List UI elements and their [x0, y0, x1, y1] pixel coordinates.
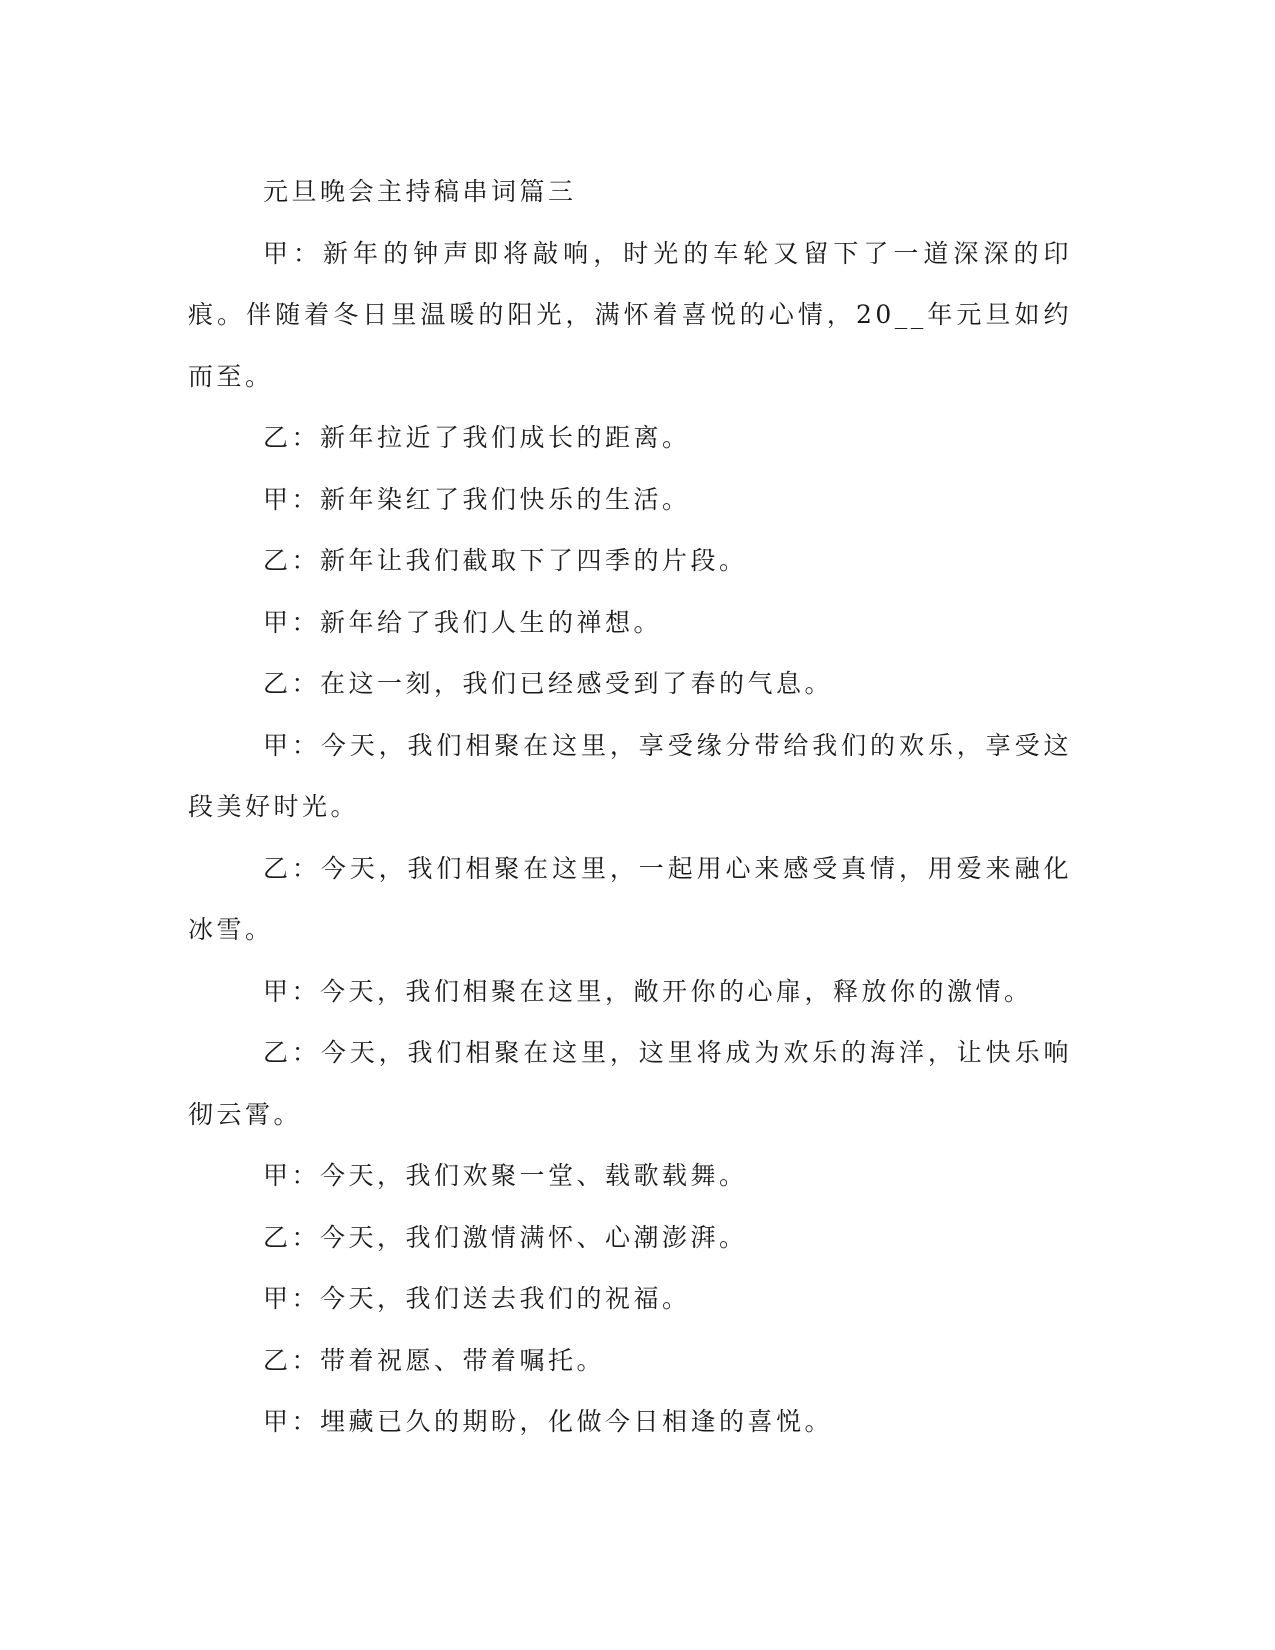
script-line: 甲：新年给了我们人生的禅想。	[263, 607, 663, 637]
script-line: 甲：今天，我们送去我们的祝福。	[263, 1284, 691, 1313]
script-line: 乙：今天，我们相聚在这里，一起用心来感受真情，用爱来融化冰雪。	[188, 853, 1072, 944]
document-title: 元旦晚会主持稿串词篇三	[263, 177, 577, 206]
script-line: 甲：新年的钟声即将敲响，时光的车轮又留下了一道深深的印痕。伴随着冬日里温暖的阳光，满怀着喜悦的心情，20__年元旦如约而至。	[188, 238, 1072, 391]
script-line: 甲：新年染红了我们快乐的生活。	[263, 484, 691, 514]
script-line: 乙：今天，我们激情满怀、心潮澎湃。	[263, 1222, 748, 1252]
script-line: 乙：今天，我们相聚在这里，这里将成为欢乐的海洋，让快乐响彻云霄。	[188, 1038, 1072, 1129]
document-body	[188, 161, 1072, 1453]
script-line: 乙：新年拉近了我们成长的距离。	[263, 423, 691, 452]
script-line: 乙：在这一刻，我们已经感受到了春的气息。	[263, 669, 834, 698]
script-line: 甲：埋藏已久的期盼，化做今日相逢的喜悦。	[263, 1407, 834, 1436]
script-line: 甲：今天，我们欢聚一堂、载歌载舞。	[263, 1161, 748, 1190]
script-line: 乙：带着祝愿、带着嘱托。	[263, 1345, 606, 1375]
script-line: 乙：新年让我们截取下了四季的片段。	[263, 546, 748, 575]
script-line: 甲：今天，我们相聚在这里，享受缘分带给我们的欢乐，享受这段美好时光。	[188, 730, 1072, 821]
script-line: 甲：今天，我们相聚在这里，敞开你的心扉，释放你的激情。	[263, 976, 1033, 1006]
